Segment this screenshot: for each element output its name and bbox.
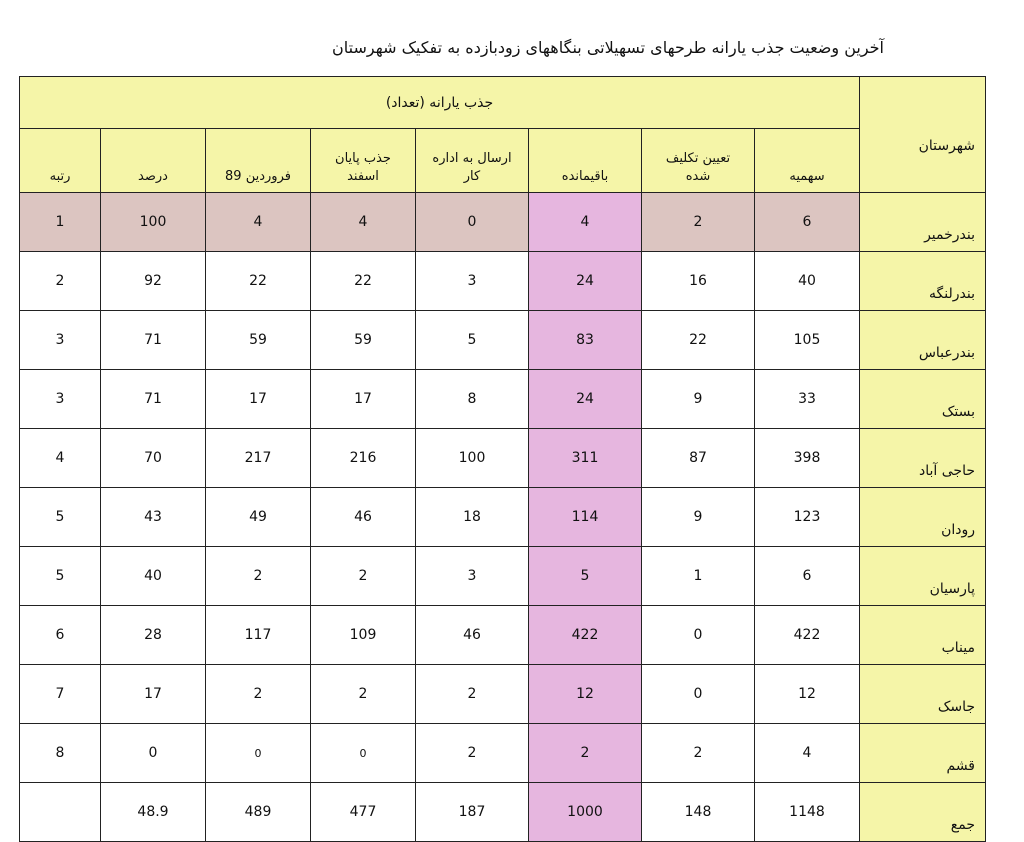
- cell-rank: 8: [20, 724, 101, 783]
- cell-farvardin: 0: [206, 724, 311, 783]
- cell-ersal: 0: [416, 193, 529, 252]
- cell-quota: 6: [755, 547, 860, 606]
- cell-rank: 1: [20, 193, 101, 252]
- cell-quota: 6: [755, 193, 860, 252]
- city-column-header: شهرستان: [860, 77, 986, 193]
- cell-taeen: 9: [642, 370, 755, 429]
- cell-jazb: 46: [311, 488, 416, 547]
- col-header-percent: درصد: [101, 129, 206, 193]
- table-row: [20, 193, 986, 252]
- cell-remaining: 24: [529, 252, 642, 311]
- table-row: [20, 370, 986, 429]
- cell-taeen: 87: [642, 429, 755, 488]
- cell-farvardin: 2: [206, 547, 311, 606]
- cell-city: جاسک: [860, 665, 986, 724]
- cell-city: بستک: [860, 370, 986, 429]
- cell-jazb: 2: [311, 547, 416, 606]
- cell-remaining: 5: [529, 547, 642, 606]
- cell-ersal: 5: [416, 311, 529, 370]
- table-row: [20, 488, 986, 547]
- table-row: [20, 429, 986, 488]
- cell-quota: 1148: [755, 783, 860, 842]
- table-row: [20, 606, 986, 665]
- col-header-rank: رتبه: [20, 129, 101, 193]
- cell-ersal: 8: [416, 370, 529, 429]
- cell-remaining: 114: [529, 488, 642, 547]
- cell-taeen: 22: [642, 311, 755, 370]
- cell-jazb: 4: [311, 193, 416, 252]
- cell-percent: 71: [101, 311, 206, 370]
- cell-rank: 5: [20, 488, 101, 547]
- cell-ersal: 18: [416, 488, 529, 547]
- cell-rank: [20, 783, 101, 842]
- cell-rank: 2: [20, 252, 101, 311]
- cell-taeen: 0: [642, 606, 755, 665]
- cell-jazb: 477: [311, 783, 416, 842]
- table-row: [20, 665, 986, 724]
- cell-rank: 3: [20, 370, 101, 429]
- cell-jazb: 2: [311, 665, 416, 724]
- cell-ersal: 3: [416, 547, 529, 606]
- cell-taeen: 1: [642, 547, 755, 606]
- cell-percent: 17: [101, 665, 206, 724]
- cell-city: پارسیان: [860, 547, 986, 606]
- group-header: جذب یارانه (تعداد): [20, 77, 860, 129]
- cell-remaining: 83: [529, 311, 642, 370]
- cell-quota: 398: [755, 429, 860, 488]
- cell-percent: 28: [101, 606, 206, 665]
- col-header-remaining: باقیمانده: [529, 129, 642, 193]
- page-title: آخرین وضعیت جذب یارانه طرحهای تسهیلاتی بنگاههای زودبازده به تفکیک شهرستان: [332, 38, 884, 57]
- cell-percent: 70: [101, 429, 206, 488]
- total-row: [20, 783, 986, 842]
- cell-ersal: 3: [416, 252, 529, 311]
- cell-quota: 40: [755, 252, 860, 311]
- cell-city: میناب: [860, 606, 986, 665]
- cell-quota: 123: [755, 488, 860, 547]
- cell-percent: 40: [101, 547, 206, 606]
- cell-remaining: 2: [529, 724, 642, 783]
- cell-ersal: 100: [416, 429, 529, 488]
- col-header-ersal: ارسال به اداره کار: [416, 129, 529, 193]
- cell-remaining: 12: [529, 665, 642, 724]
- cell-city: بندرعباس: [860, 311, 986, 370]
- cell-remaining: 4: [529, 193, 642, 252]
- cell-farvardin: 59: [206, 311, 311, 370]
- cell-city: رودان: [860, 488, 986, 547]
- table-row: [20, 724, 986, 783]
- cell-percent: 71: [101, 370, 206, 429]
- col-header-farvardin: فروردین 89: [206, 129, 311, 193]
- cell-jazb: 59: [311, 311, 416, 370]
- cell-ersal: 46: [416, 606, 529, 665]
- table-row: [20, 252, 986, 311]
- cell-city: جمع: [860, 783, 986, 842]
- table-row: [20, 311, 986, 370]
- cell-city: بندرخمیر: [860, 193, 986, 252]
- cell-taeen: 2: [642, 193, 755, 252]
- cell-city: بندرلنگه: [860, 252, 986, 311]
- cell-taeen: 16: [642, 252, 755, 311]
- cell-rank: 4: [20, 429, 101, 488]
- cell-jazb: 109: [311, 606, 416, 665]
- cell-ersal: 2: [416, 665, 529, 724]
- cell-farvardin: 17: [206, 370, 311, 429]
- cell-taeen: 148: [642, 783, 755, 842]
- cell-rank: 5: [20, 547, 101, 606]
- cell-percent: 100: [101, 193, 206, 252]
- cell-quota: 105: [755, 311, 860, 370]
- cell-farvardin: 2: [206, 665, 311, 724]
- cell-remaining: 24: [529, 370, 642, 429]
- cell-taeen: 9: [642, 488, 755, 547]
- cell-farvardin: 4: [206, 193, 311, 252]
- cell-rank: 3: [20, 311, 101, 370]
- cell-remaining: 311: [529, 429, 642, 488]
- cell-farvardin: 489: [206, 783, 311, 842]
- cell-remaining: 422: [529, 606, 642, 665]
- cell-taeen: 2: [642, 724, 755, 783]
- cell-jazb: 0: [311, 724, 416, 783]
- col-header-jazb: جذب پایان اسفند: [311, 129, 416, 193]
- cell-quota: 422: [755, 606, 860, 665]
- col-header-quota: سهمیه: [755, 129, 860, 193]
- cell-quota: 33: [755, 370, 860, 429]
- cell-remaining: 1000: [529, 783, 642, 842]
- cell-farvardin: 117: [206, 606, 311, 665]
- cell-ersal: 2: [416, 724, 529, 783]
- cell-quota: 12: [755, 665, 860, 724]
- cell-taeen: 0: [642, 665, 755, 724]
- cell-percent: 92: [101, 252, 206, 311]
- cell-farvardin: 22: [206, 252, 311, 311]
- cell-city: حاجی آباد: [860, 429, 986, 488]
- cell-rank: 7: [20, 665, 101, 724]
- cell-percent: 43: [101, 488, 206, 547]
- cell-farvardin: 217: [206, 429, 311, 488]
- cell-quota: 4: [755, 724, 860, 783]
- cell-rank: 6: [20, 606, 101, 665]
- cell-jazb: 22: [311, 252, 416, 311]
- table-row: [20, 547, 986, 606]
- col-header-taeen: تعیین تکلیف شده: [642, 129, 755, 193]
- subsidy-table: [19, 76, 986, 842]
- cell-jazb: 216: [311, 429, 416, 488]
- cell-farvardin: 49: [206, 488, 311, 547]
- cell-jazb: 17: [311, 370, 416, 429]
- cell-percent: 0: [101, 724, 206, 783]
- cell-ersal: 187: [416, 783, 529, 842]
- cell-percent: 48.9: [101, 783, 206, 842]
- cell-city: قشم: [860, 724, 986, 783]
